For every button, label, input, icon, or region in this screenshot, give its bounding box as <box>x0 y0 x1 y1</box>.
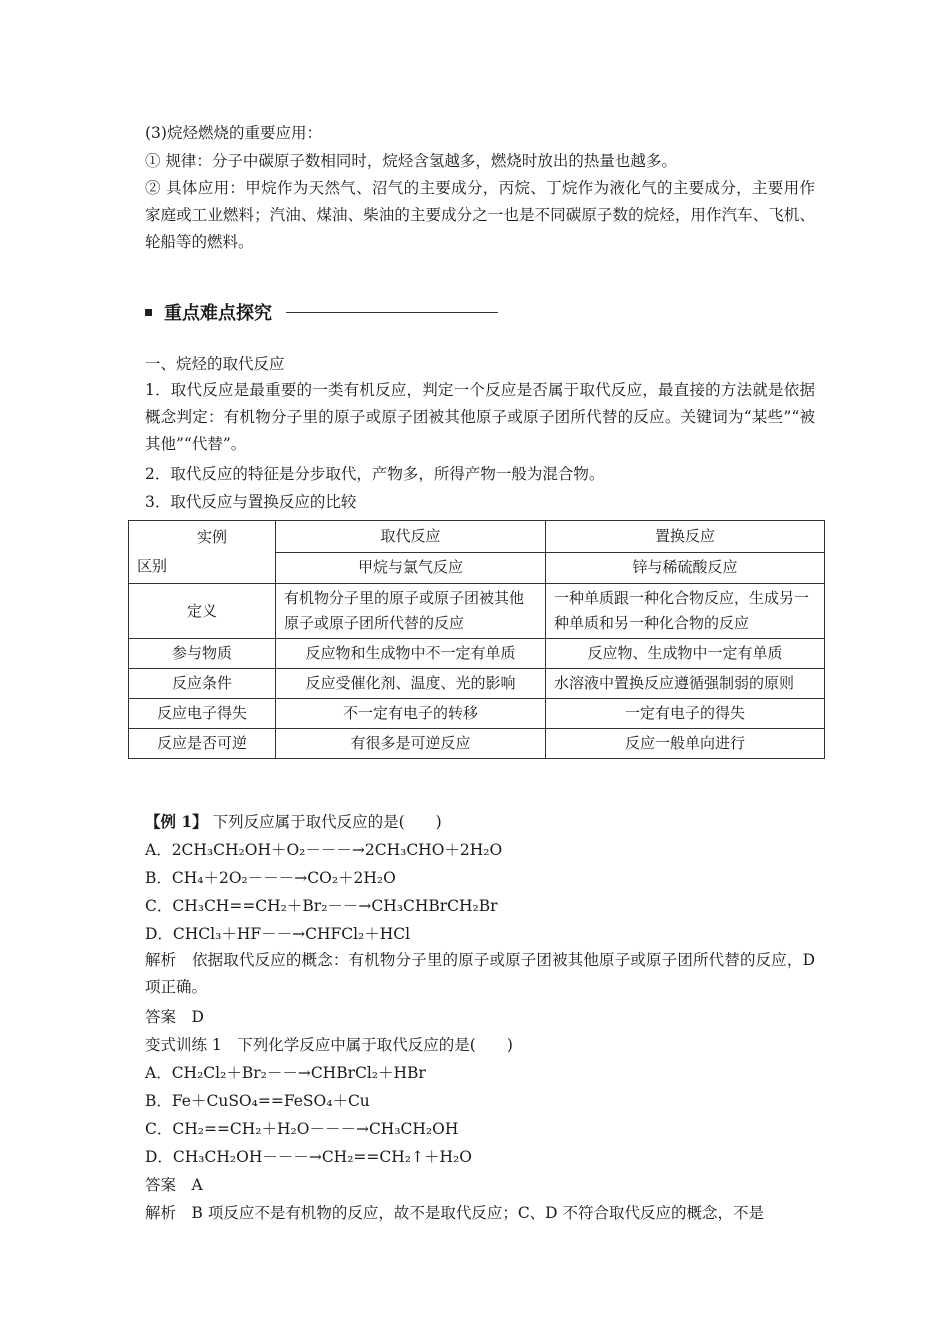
row-label: 定义 <box>129 584 276 639</box>
part1-point3: 3．取代反应与置换反应的比较 <box>145 493 357 511</box>
corner-label-difference: 区别 <box>137 557 168 575</box>
combustion-heading: (3)烷烃燃烧的重要应用： <box>145 124 322 142</box>
example1-tag: 【例 1】 <box>145 812 208 831</box>
row-cell: 有机物分子里的原子或原子团被其他原子或原子团所代替的反应 <box>276 584 546 639</box>
section-title-text: 重点难点探究 <box>164 303 272 324</box>
col-displacement: 置换反应 <box>546 521 825 553</box>
example1-question-text: 下列反应属于取代反应的是( ) <box>212 813 442 831</box>
table-row <box>129 669 825 699</box>
table-row <box>129 584 825 639</box>
row-label: 反应条件 <box>129 669 276 699</box>
variant1-answer: 答案 A <box>145 1176 203 1194</box>
row-cell: 有很多是可逆反应 <box>276 729 546 759</box>
combustion-application: ② 具体应用：甲烷作为天然气、沼气的主要成分，丙烷、丁烷作为液化气的主要成分，主要用作家庭或工业燃料；汽油、煤油、柴油的主要成分之一也是不同碳原子数的烷烃，用作汽车、飞机、轮船等的燃料。 <box>145 179 815 251</box>
variant1-option-d: D．CH₃CH₂OH－－－→CH₂==CH₂↑＋H₂O <box>145 1148 472 1166</box>
variant1-question: 变式训练 1 下列化学反应中属于取代反应的是( ) <box>145 1036 513 1054</box>
example1-option-b: B．CH₄＋2O₂－－－→CO₂＋2H₂O <box>145 869 396 887</box>
row-cell: 一种单质跟一种化合物反应，生成另一种单质和另一种化合物的反应 <box>546 584 825 639</box>
example1-option-d: D．CHCl₃＋HF－－→CHFCl₂＋HCl <box>145 925 411 943</box>
row-label: 反应是否可逆 <box>129 729 276 759</box>
example1-option-c: C．CH₃CH==CH₂＋Br₂－－→CH₃CHBrCH₂Br <box>145 897 498 915</box>
example1-analysis: 解析 依据取代反应的概念：有机物分子里的原子或原子团被其他原子或原子团所代替的反应，D 项正确。 <box>145 951 815 996</box>
comparison-table <box>128 520 825 759</box>
variant1-option-a: A．CH₂Cl₂＋Br₂－－→CHBrCl₂＋HBr <box>145 1064 426 1082</box>
row-cell: 反应受催化剂、温度、光的影响 <box>276 669 546 699</box>
table-corner-cell <box>129 521 276 584</box>
table-row <box>129 729 825 759</box>
part1-heading: 一、烷烃的取代反应 <box>145 355 285 373</box>
combustion-rule: ① 规律：分子中碳原子数相同时，烷烃含氢越多，燃烧时放出的热量也越多。 <box>145 152 677 170</box>
title-rule-line <box>286 312 498 313</box>
col-substitution: 取代反应 <box>276 521 546 553</box>
square-bullet-icon <box>145 309 152 316</box>
row-cell: 不一定有电子的转移 <box>276 699 546 729</box>
section-title <box>145 300 498 324</box>
variant1-analysis: 解析 B 项反应不是有机物的反应，故不是取代反应；C、D 不符合取代反应的概念，不是 <box>145 1204 765 1222</box>
row-cell: 一定有电子的得失 <box>546 699 825 729</box>
row-label: 反应电子得失 <box>129 699 276 729</box>
part1-point1: 1．取代反应是最重要的一类有机反应，判定一个反应是否属于取代反应，最直接的方法就是依据概念判定：有机物分子里的原子或原子团被其他原子或原子团所代替的反应。关键词为“某些”“被其他”“代替”。 <box>145 381 815 453</box>
corner-label-example: 实例 <box>196 528 227 546</box>
example-substitution: 甲烷与氯气反应 <box>276 552 546 584</box>
row-cell: 反应物和生成物中不一定有单质 <box>276 639 546 669</box>
table-row <box>129 699 825 729</box>
variant1-option-b: B．Fe＋CuSO₄==FeSO₄＋Cu <box>145 1092 370 1110</box>
example1-option-a: A．2CH₃CH₂OH＋O₂－－－→2CH₃CHO＋2H₂O <box>145 841 503 859</box>
table-header-row <box>129 521 825 553</box>
example1-question <box>145 812 442 832</box>
row-cell: 反应一般单向进行 <box>546 729 825 759</box>
variant1-option-c: C．CH₂==CH₂＋H₂O－－－→CH₃CH₂OH <box>145 1120 459 1138</box>
part1-point2: 2．取代反应的特征是分步取代，产物多，所得产物一般为混合物。 <box>145 465 605 483</box>
row-label: 参与物质 <box>129 639 276 669</box>
row-cell: 水溶液中置换反应遵循强制弱的原则 <box>546 669 825 699</box>
example1-answer: 答案 D <box>145 1008 204 1026</box>
example-displacement: 锌与稀硫酸反应 <box>546 552 825 584</box>
row-cell: 反应物、生成物中一定有单质 <box>546 639 825 669</box>
table-row <box>129 639 825 669</box>
